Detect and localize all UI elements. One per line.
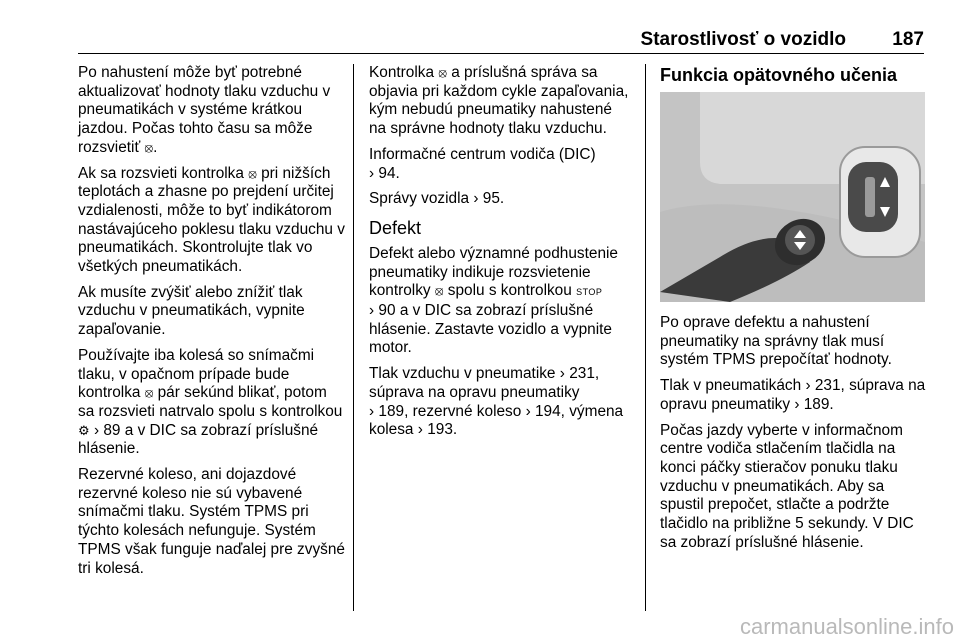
text: 193. [427, 421, 458, 439]
text: 189. [803, 395, 834, 413]
paragraph [369, 190, 633, 209]
tire-pressure-warning-icon: ⦻ [144, 385, 154, 401]
text: . [153, 138, 158, 156]
paragraph: Počas jazdy vyberte v informačnom centre vodiča stlačením tlačidla na konci páčky stieračov ponuku tlaku vzduchu v pneumatikách. Aby sa spustil prepočet, stlačte a podržte tlačidlo na približne 5 sekundy. V DIC sa zobrazí príslušné hlásenie. [660, 421, 914, 551]
tire-pressure-warning-icon: ⦻ [248, 165, 257, 181]
page-reference-arrow-icon: › [805, 377, 811, 395]
paragraph: Ak musíte zvýšiť alebo znížiť tlak vzduchu v pneumatikách, vypnite zapaľovanie. [78, 283, 305, 339]
text: Používajte iba kolesá so snímačmi tlaku, v opačnom prípade bude kontrolka [78, 346, 315, 402]
text: Tlak vzduchu v pneumatike [369, 365, 556, 383]
paragraph [78, 347, 346, 459]
paragraph: Po oprave defektu a nahustení pneumatiky na správny tlak musí systém TPMS prepočítať hodnoty. [660, 314, 892, 369]
page-number: 187 [892, 29, 924, 50]
wiper-stalk-photo [660, 92, 925, 302]
tire-pressure-warning-icon: ⦻ [434, 283, 444, 299]
paragraph [369, 146, 633, 183]
page-reference-arrow-icon: › [473, 190, 479, 208]
wiper-stalk-illustration [660, 92, 925, 302]
paragraph [369, 245, 633, 358]
column-divider [645, 64, 646, 611]
text: pár sekúnd blikať, potom sa rozsvieti natrvalo spolu s kontrolkou [78, 384, 343, 420]
section-title: Starostlivosť o vozidlo [640, 29, 846, 50]
column-1 [78, 64, 346, 585]
text: a príslušná správa sa objavia pri každom cykle zapaľovania, kým nebudú pneumatiky nahustené na správne hodnoty tlaku vzduchu. [369, 64, 629, 138]
page-reference-arrow-icon: › [369, 402, 375, 420]
column-2 [369, 64, 633, 447]
text: spolu s kontrolkou [447, 282, 572, 300]
text: 89 a v DIC sa zobrazí príslušné hlásenie. [78, 421, 319, 458]
paragraph [369, 365, 633, 440]
paragraph [660, 377, 930, 414]
text: 231, súprava na opravu pneumatiky [369, 365, 600, 401]
text: 189, rezervné koleso [378, 402, 522, 420]
section-heading: Funkcia opätovného učenia [660, 65, 898, 85]
column-divider [353, 64, 354, 611]
service-wrench-icon: ⚙ [78, 422, 90, 438]
page-reference-arrow-icon: › [525, 402, 531, 420]
paragraph [78, 64, 346, 158]
page-header [78, 28, 924, 54]
page-reference-arrow-icon: › [559, 365, 565, 383]
watermark: carmanualsonline.info [739, 614, 954, 639]
text: Ak sa rozsvieti kontrolka [78, 164, 244, 182]
text: Tlak v pneumatikách [660, 377, 802, 395]
paragraph [78, 165, 346, 277]
text: pri nižších teplotách a zhasne po prejdení určitej vzdialenosti, môže to byť indikátorom nastávajúceho poklesu tlaku vzduchu v pneumatikách. Skontrolujte tlak vo všetkých pneumatikách. [78, 164, 345, 276]
text: 94. [378, 164, 400, 182]
text: 194, výmena kolesa [369, 402, 624, 439]
text: 231, súprava na opravu pneumatiky [660, 377, 926, 413]
text: Informačné centrum vodiča (DIC) [369, 145, 596, 163]
text: Kontrolka [369, 64, 435, 81]
page-reference-arrow-icon: › [369, 302, 375, 320]
section-heading: Defekt [369, 217, 422, 238]
text: Po nahustení môže byť potrebné aktualizovať hodnoty tlaku vzduchu v pneumatikách v systéme krátkou jazdou. Počas tohto času sa môže rozsvietiť [78, 64, 331, 156]
column-3 [660, 64, 930, 559]
page-reference-arrow-icon: › [417, 421, 423, 439]
page-reference-arrow-icon: › [794, 395, 800, 413]
text: Správy vozidla [369, 190, 470, 208]
paragraph: Rezervné koleso, ani dojazdové rezervné koleso nie sú vybavené snímačmi tlaku. Systém TPMS pri týchto kolesách nefunguje. Systém TPMS však funguje naďalej pre zvyšné tri kolesá. [78, 466, 345, 577]
tire-pressure-warning-icon: ⦻ [438, 65, 447, 80]
text: 90 a v DIC sa zobrazí príslušné hlásenie. Zastavte vozidlo a vypnite motor. [369, 302, 612, 357]
stop-icon: STOP [576, 287, 603, 298]
text: Defekt alebo významné podhustenie pneumatiky indikuje rozsvietenie kontrolky [369, 244, 618, 300]
paragraph [369, 64, 633, 139]
page-reference-arrow-icon: › [369, 164, 375, 182]
page-reference-arrow-icon: › [93, 421, 100, 439]
tire-pressure-warning-icon: ⦻ [144, 139, 154, 155]
text: 95. [482, 190, 505, 208]
